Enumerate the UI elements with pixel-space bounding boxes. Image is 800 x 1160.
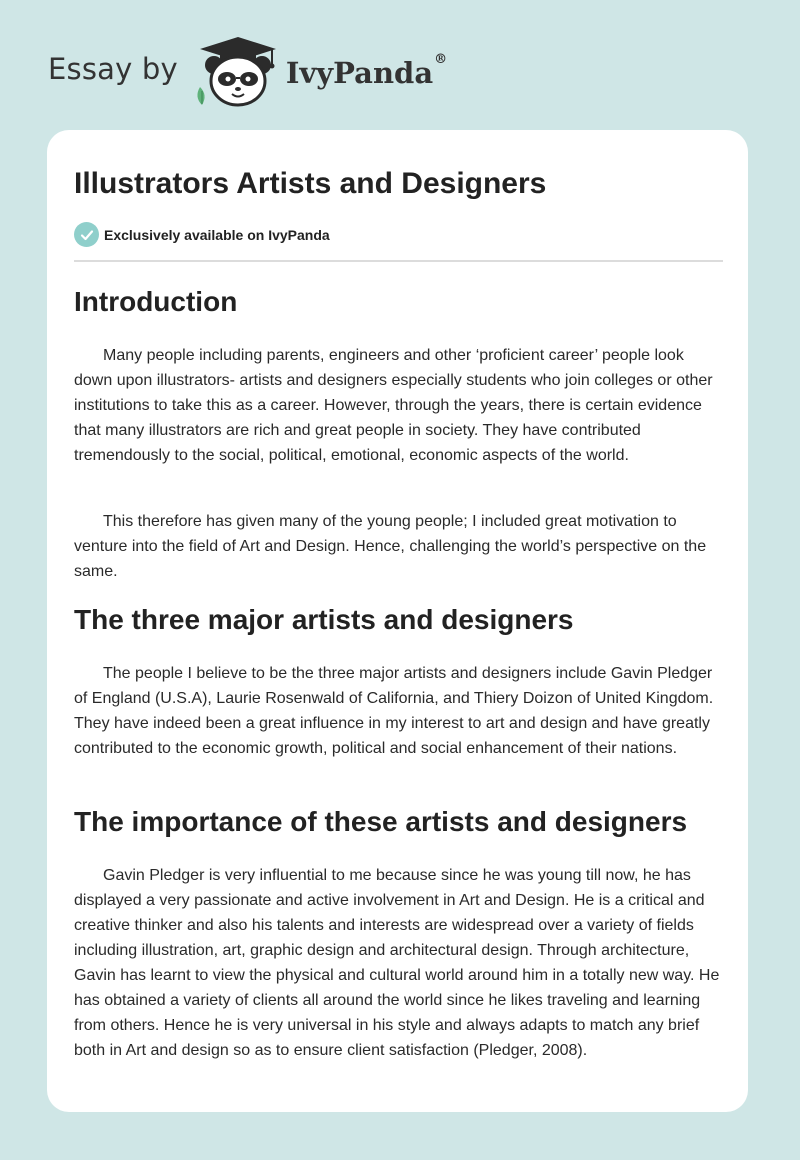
brand-prefix: Essay by bbox=[48, 52, 178, 86]
paragraph: The people I believe to be the three major artists and designers include Gavin Pledger of England (U.S.A), Laurie Rosenwald of California, and Thiery Doizon of United Kingdom. They have indeed been a great influence in my interest to art and design and have greatly contributed to the economic growth, political and social enhancement of their nations. bbox=[74, 665, 714, 757]
paragraph: Many people including parents, engineers and other ‘proficient career’ people look down upon illustrators- artists and designers especially students who join colleges or other institutions to take this as a career. However, through the years, there is certain evidence that many illustrators are rich and great people in society. They have contributed tremendously to the social, political, emotional, economic aspects of the world. bbox=[74, 347, 713, 464]
brand-name: IvyPanda® bbox=[285, 52, 448, 90]
divider bbox=[74, 260, 723, 262]
paragraph: This therefore has given many of the young people; I included great motivation to venture into the field of Art and Design. Hence, challenging the world’s perspective on the same. bbox=[74, 513, 707, 580]
brand-logo[interactable] bbox=[48, 36, 447, 106]
exclusive-badge bbox=[74, 222, 330, 247]
paragraph: Gavin Pledger is very influential to me because since he was young till now, he has displayed a very passionate and active involvement in Art and Design. He is a critical and creative thinker and also his talents and interests are widespread over a variety of fields including illustration, art, graphic design and architectural design. Through architecture, Gavin has learnt to view the physical and cultural world around him in a totally new way. He has obtained a variety of clients all around the world since he likes traveling and learning from others. Hence he is very universal in his style and always adapts to match any brief both in Art and design so as to ensure client satisfaction (Pledger, 2008). bbox=[74, 867, 720, 1059]
panda-mascot-icon bbox=[192, 35, 284, 107]
registered-mark: ® bbox=[434, 52, 448, 67]
checkmark-icon bbox=[74, 222, 99, 247]
badge-text: Exclusively available on IvyPanda bbox=[104, 226, 330, 243]
section-heading-three-major-artists: The three major artists and designers bbox=[74, 604, 574, 635]
section-heading-introduction: Introduction bbox=[74, 286, 238, 317]
essay-title: Illustrators Artists and Designers bbox=[74, 167, 547, 200]
essay-card bbox=[47, 130, 748, 1112]
section-heading-importance: The importance of these artists and designers bbox=[74, 806, 688, 837]
